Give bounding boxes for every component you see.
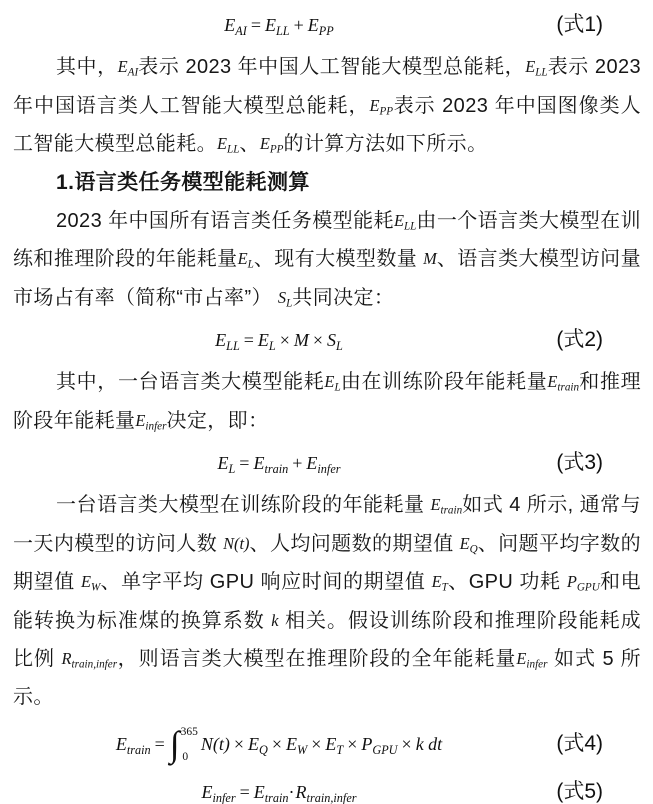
math-subscript: train [557,381,580,394]
math-var: k [271,610,279,630]
math-var: $E_T$ [325,734,344,757]
text-run: 如式 4 所示, 通常与一天内模型的访问人数 [13,494,641,555]
math-subscript: train [264,461,289,476]
math-operator: + [293,15,304,35]
math-var: $E_{AI}$ [224,15,247,38]
math-subscript: PP [379,105,394,118]
text-run: 其中， [56,56,118,78]
math-var: N(t) [200,734,230,754]
math-expression [215,322,343,358]
math-subscript: LL [226,338,240,353]
math-var: $E_{PP}$ [259,134,284,156]
math-var: $R_{train,infer}$ [61,649,118,671]
math-var: $E_{train}$ [115,734,151,757]
text-run: 、单字平均 GPU 响应时间的期望值 [100,571,432,593]
integral-lower-bound: 0 [182,751,189,764]
math-var: $E_{infer}$ [135,410,167,433]
math-operator: × [279,330,290,350]
integral-upper-bound: 365 [180,725,198,738]
math-operator: = [250,15,261,35]
math-var: $E_{train}$ [253,453,289,476]
math-var: $P_{GPU}$ [566,572,600,594]
math-subscript: GPU [576,581,600,594]
math-subscript: Q [259,742,268,757]
text-run: 2023 年中国所有语言类任务模型能耗 [56,209,394,232]
math-operator: · [288,782,295,802]
math-var: $E_L$ [237,249,254,271]
paragraph [13,202,641,318]
math-var: $E_T$ [431,572,448,594]
math-var: $E_{LL}$ [215,330,240,353]
text-run: 、GPU 功耗 [447,571,567,593]
math-var: $E_{train}$ [253,782,289,804]
math-var: $E_{PP}$ [307,15,334,38]
math-var: $E_W$ [81,572,101,594]
math-var: $E_Q$ [248,734,268,757]
formula-row-eq-5 [13,774,641,804]
math-expression [201,774,356,804]
text-run: 和推理阶段年能耗量 [13,371,642,432]
math-subscript: L [336,338,343,353]
math-subscript: LL [227,143,240,156]
math-subscript: AI [127,66,139,79]
math-operator: × [271,734,283,754]
section-heading: 1.语言类任务模型能耗测算 [56,170,310,194]
math-var: $E_L$ [217,453,236,476]
math-subscript: GPU [372,742,398,757]
math-subscript: LL [403,220,417,233]
text-run: 、人均问题数的期望值 [249,532,460,555]
math-var: $E_{LL}$ [393,210,417,233]
formula-label: (式3) [556,451,603,474]
math-subscript: train,infer [71,658,118,671]
math-subscript: T [336,742,344,757]
math-subscript: W [91,581,101,594]
math-subscript: train,infer [306,790,357,804]
math-subscript: L [334,381,341,394]
math-operator: × [347,734,358,754]
math-operator: = [154,734,165,754]
math-subscript: train [264,790,289,804]
text-run: 和电能转换为标准煤的换算系数 [13,571,641,632]
math-subscript: L [247,258,254,271]
formula-label: (式2) [556,328,603,351]
formula-row-eq-1 [13,7,641,43]
text-run: 相关。假设训练阶段和推理阶段能耗成比例 [13,609,641,670]
formula-label: (式4) [556,732,603,755]
math-var: $E_{PP}$ [369,95,394,118]
math-var: N(t) [223,533,250,553]
math-var: $E_{LL}$ [217,134,240,156]
math-var: $R_{train,infer}$ [295,782,357,804]
text-run: 、问题平均字数的期望值 [13,532,641,593]
text-run: 其中，一台语言类大模型能耗 [56,371,325,393]
formula-label: (式5) [556,780,603,803]
text-run: 如式 5 所示。 [13,648,641,708]
math-operator: × [401,734,412,754]
math-subscript: AI [235,23,247,38]
math-var: M [293,330,309,350]
paragraph [13,363,641,440]
text-run: 、 [239,133,260,155]
math-var: $E_W$ [286,734,308,757]
math-expression [116,719,442,769]
math-var: $P_{GPU}$ [361,734,398,757]
math-subscript: train [440,504,463,517]
formula-row-eq-4 [13,719,641,769]
math-var: $E_{infer}$ [306,453,341,476]
paragraph [13,48,641,164]
math-subscript: LL [535,66,548,79]
paragraph [13,486,641,716]
text-run: 的计算方法如下所示。 [283,133,488,155]
math-var: $S_L$ [327,330,343,353]
math-var: $E_{train}$ [547,372,580,394]
math-subscript: W [297,742,308,757]
math-operator: = [239,782,250,802]
math-var: $E_{LL}$ [265,15,290,38]
formula-row-eq-2 [13,322,641,358]
text-run: 由一个语言类大模型在训练和推理阶段的年能耗量 [13,209,641,270]
math-expression [224,7,333,43]
integral-glyph: ∫ [169,723,180,764]
text-run: 一台语言类大模型在训练阶段的年能耗量 [56,494,431,516]
math-subscript: Q [469,543,478,556]
integral-bounds [180,726,198,766]
text-run: 表示 2023 年中国语言类人工智能大模型总能耗， [13,56,642,117]
text-run: 、现有大模型数量 [253,248,424,270]
math-subscript: infer [526,658,548,671]
math-expression [217,445,340,481]
math-subscript: infer [212,790,236,804]
text-run: 共同决定： [292,286,395,309]
math-var: $E_{train}$ [430,495,463,517]
math-var: $S_L$ [277,287,293,310]
math-subscript: L [228,461,236,476]
math-var: $E_{LL}$ [525,57,548,79]
math-subscript: PP [269,143,284,156]
math-operator: × [233,734,245,754]
math-operator: × [312,330,324,350]
math-var: k dt [415,734,443,754]
math-subscript: LL [276,23,290,38]
math-var: $E_L$ [257,330,276,353]
math-subscript: infer [145,420,167,433]
math-var: $E_Q$ [459,533,478,556]
text-run: ，则语言类大模型在推理阶段的全年能耗量 [117,648,517,670]
math-operator: = [239,453,250,473]
integral-sign [169,723,198,766]
math-operator: + [292,453,303,473]
math-subscript: infer [317,461,341,476]
math-subscript: L [286,297,293,310]
math-var: $E_{AI}$ [117,57,139,79]
text-run: 、语言类大模型访问量市场占有率（简称“市占率”） [13,248,642,309]
text-run: 决定，即： [166,409,269,432]
math-subscript: L [268,338,276,353]
math-var: $E_{infer}$ [516,649,548,671]
formula-row-eq-3 [13,445,641,481]
math-operator: × [311,734,322,754]
math-subscript: train [126,742,151,757]
math-operator: = [243,330,254,350]
text-run: 由在训练阶段年能耗量 [340,371,548,393]
math-var: $E_L$ [324,372,341,394]
text-run: 表示 2023 年中国图像类人工智能大模型总能耗。 [13,94,641,155]
math-subscript: PP [318,23,334,38]
math-var: M [423,249,437,268]
math-subscript: T [441,581,448,594]
text-run: 表示 2023 年中国人工智能大模型总能耗， [138,56,526,78]
math-var: $E_{infer}$ [201,782,236,804]
formula-label: (式1) [556,13,603,36]
